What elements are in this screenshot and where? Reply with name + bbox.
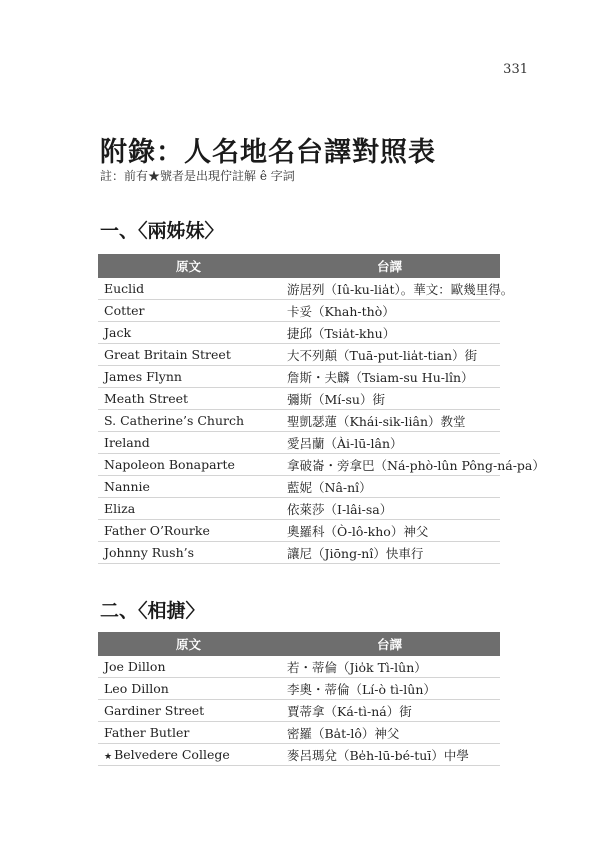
original-cell: Johnny Rush’s (98, 542, 279, 564)
taiwanese-cell: 詹斯・夫麟（Tsiam-su Hu-lîn） (279, 366, 500, 388)
taiwanese-cell: 游居列（Iû-ku-lia̍t）。華文：歐幾里得。 (279, 278, 500, 300)
taiwanese-cell: 依萊莎（I-lâi-sa） (279, 498, 500, 520)
section-heading-two-sisters: 一、〈兩姊妹〉 (100, 220, 224, 242)
page-number: 331 (503, 62, 528, 77)
table-row (98, 678, 500, 700)
taiwanese-cell: 愛呂蘭（Ài-lū-lân） (279, 432, 500, 454)
table-row (98, 432, 500, 454)
original-cell: Meath Street (98, 388, 279, 410)
table-row (98, 498, 500, 520)
header-taiwanese: 台譯 (279, 254, 500, 278)
table-header (98, 254, 500, 278)
original-cell: James Flynn (98, 366, 279, 388)
original-cell: Leo Dillon (98, 678, 279, 700)
page-title: 附錄：人名地名台譯對照表 (100, 137, 436, 168)
star-marker: ★ (104, 752, 113, 762)
original-text: Belvedere College (114, 747, 230, 762)
original-cell (98, 744, 279, 766)
table-row (98, 410, 500, 432)
table-row (98, 542, 500, 564)
original-cell: Gardiner Street (98, 700, 279, 722)
section-heading-encounter: 二、〈相搪〉 (100, 600, 205, 622)
taiwanese-cell: 密羅（Ba̍t-lô）神父 (279, 722, 500, 744)
original-cell: Great Britain Street (98, 344, 279, 366)
table-row (98, 700, 500, 722)
table-row (98, 278, 500, 300)
original-cell: Father O’Rourke (98, 520, 279, 542)
original-cell: Joe Dillon (98, 656, 279, 678)
original-cell: Nannie (98, 476, 279, 498)
header-original: 原文 (98, 254, 279, 278)
table-row (98, 744, 500, 766)
taiwanese-cell: 拿破崙・旁拿巴（Ná-phò-lûn Pông-ná-pa） (279, 454, 500, 476)
original-cell: Napoleon Bonaparte (98, 454, 279, 476)
original-cell: Ireland (98, 432, 279, 454)
taiwanese-cell: 捷邱（Tsia̍t-khu） (279, 322, 500, 344)
table-row (98, 366, 500, 388)
taiwanese-cell: 李奧・蒂倫（Lí-ò tì-lûn） (279, 678, 500, 700)
table-row (98, 344, 500, 366)
original-cell: Eliza (98, 498, 279, 520)
table-row (98, 454, 500, 476)
table-row (98, 656, 500, 678)
taiwanese-cell: 聖凱瑟蓮（Khái-sik-liân）教堂 (279, 410, 500, 432)
table-row (98, 520, 500, 542)
taiwanese-cell: 藍妮（Nâ-nî） (279, 476, 500, 498)
original-cell: Father Butler (98, 722, 279, 744)
table-row (98, 300, 500, 322)
table-row (98, 322, 500, 344)
taiwanese-cell: 若・蒂倫（Jio̍k Tì-lûn） (279, 656, 500, 678)
original-cell: Cotter (98, 300, 279, 322)
original-cell: S. Catherine’s Church (98, 410, 279, 432)
taiwanese-cell: 麥呂瑪兌（Be̍h-lū-bé-tuī）中學 (279, 744, 500, 766)
header-original: 原文 (98, 632, 279, 656)
original-cell: Euclid (98, 278, 279, 300)
taiwanese-cell: 卡妥（Khah-thò） (279, 300, 500, 322)
table-row (98, 476, 500, 498)
table-row (98, 388, 500, 410)
header-taiwanese: 台譯 (279, 632, 500, 656)
taiwanese-cell: 奧羅科（Ò-lô-kho）神父 (279, 520, 500, 542)
table-row (98, 722, 500, 744)
taiwanese-cell: 大不列顛（Tuā-put-lia̍t-tian）街 (279, 344, 500, 366)
taiwanese-cell: 讓尼（Jiōng-nî）快車行 (279, 542, 500, 564)
glossary-table-two-sisters (98, 254, 545, 564)
table-header (98, 632, 500, 656)
title-note: 註：前有★號者是出現佇註解 ê 字詞 (100, 169, 295, 183)
original-cell: Jack (98, 322, 279, 344)
glossary-table-encounter (98, 632, 500, 766)
taiwanese-cell: 賈蒂拿（Ká-tì-ná）街 (279, 700, 500, 722)
taiwanese-cell: 彌斯（Mí-su）街 (279, 388, 500, 410)
